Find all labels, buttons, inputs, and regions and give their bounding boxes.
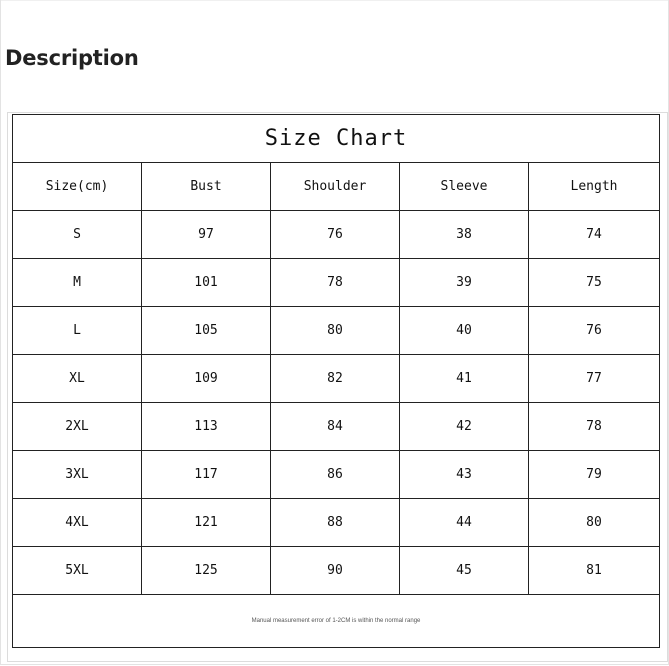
shoulder-cell: 76 (271, 211, 400, 259)
length-cell: 75 (529, 259, 660, 307)
bust-cell: 117 (142, 451, 271, 499)
bust-cell: 105 (142, 307, 271, 355)
note-row (13, 595, 660, 648)
size-chart-title: Size Chart (13, 115, 660, 163)
shoulder-cell: 78 (271, 259, 400, 307)
title-row (13, 115, 660, 163)
table-row (13, 547, 660, 595)
table-row (13, 451, 660, 499)
column-header: Length (529, 163, 660, 211)
shoulder-cell: 84 (271, 403, 400, 451)
sleeve-cell: 39 (400, 259, 529, 307)
size-cell: XL (13, 355, 142, 403)
sleeve-cell: 43 (400, 451, 529, 499)
table-row (13, 403, 660, 451)
length-cell: 78 (529, 403, 660, 451)
length-cell: 79 (529, 451, 660, 499)
size-cell: L (13, 307, 142, 355)
size-cell: 2XL (13, 403, 142, 451)
column-header: Size(cm) (13, 163, 142, 211)
size-cell: 5XL (13, 547, 142, 595)
length-cell: 74 (529, 211, 660, 259)
shoulder-cell: 80 (271, 307, 400, 355)
bust-cell: 113 (142, 403, 271, 451)
bust-cell: 101 (142, 259, 271, 307)
column-header: Shoulder (271, 163, 400, 211)
length-cell: 76 (529, 307, 660, 355)
column-header: Bust (142, 163, 271, 211)
sleeve-cell: 40 (400, 307, 529, 355)
size-cell: 4XL (13, 499, 142, 547)
sleeve-cell: 45 (400, 547, 529, 595)
size-cell: 3XL (13, 451, 142, 499)
table-row (13, 259, 660, 307)
table-row (13, 307, 660, 355)
measurement-note: Manual measurement error of 1-2CM is within the normal range (13, 595, 660, 648)
table-row (13, 499, 660, 547)
description-heading: Description (5, 46, 139, 70)
size-cell: M (13, 259, 142, 307)
length-cell: 80 (529, 499, 660, 547)
header-row (13, 163, 660, 211)
length-cell: 77 (529, 355, 660, 403)
shoulder-cell: 88 (271, 499, 400, 547)
sleeve-cell: 44 (400, 499, 529, 547)
bust-cell: 109 (142, 355, 271, 403)
table-row (13, 211, 660, 259)
bust-cell: 125 (142, 547, 271, 595)
sleeve-cell: 42 (400, 403, 529, 451)
size-chart-table (12, 114, 660, 648)
table-row (13, 355, 660, 403)
shoulder-cell: 90 (271, 547, 400, 595)
bust-cell: 121 (142, 499, 271, 547)
shoulder-cell: 82 (271, 355, 400, 403)
sleeve-cell: 41 (400, 355, 529, 403)
sleeve-cell: 38 (400, 211, 529, 259)
column-header: Sleeve (400, 163, 529, 211)
size-cell: S (13, 211, 142, 259)
length-cell: 81 (529, 547, 660, 595)
shoulder-cell: 86 (271, 451, 400, 499)
bust-cell: 97 (142, 211, 271, 259)
